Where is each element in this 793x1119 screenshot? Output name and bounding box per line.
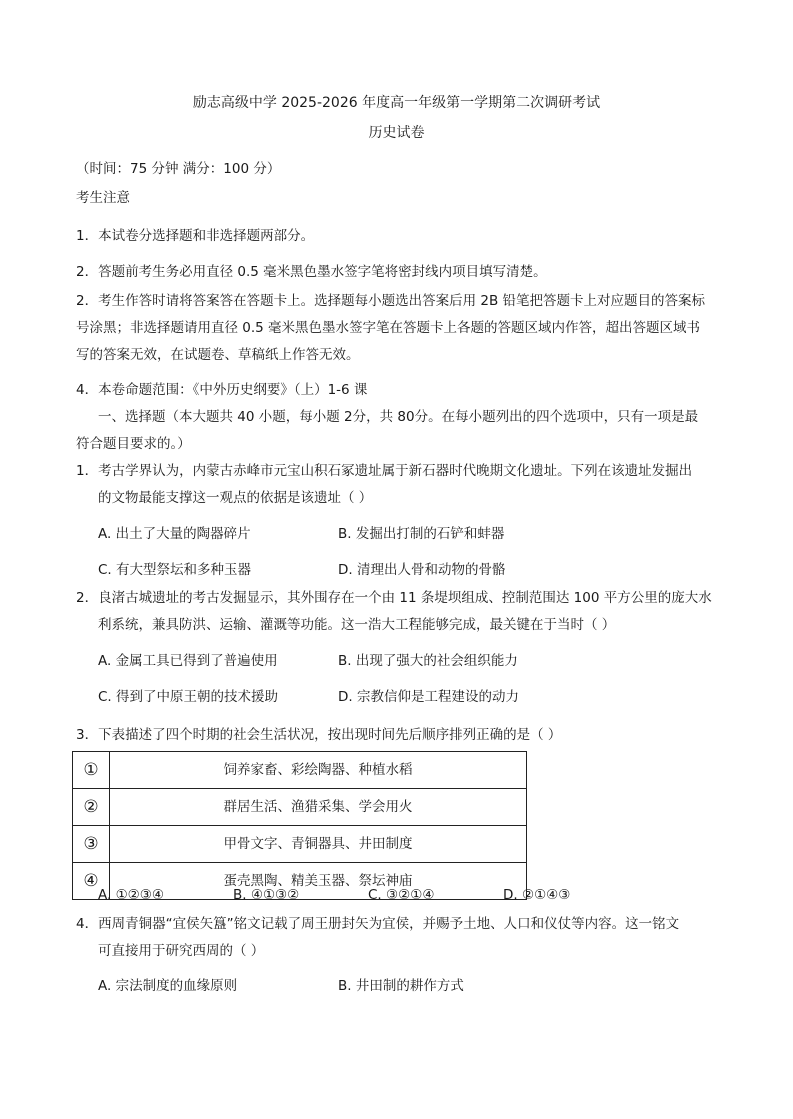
option-b: B. 出现了强大的社会组织能力 bbox=[338, 653, 518, 669]
option-a: A. 出土了大量的陶器碎片 bbox=[98, 526, 251, 542]
option-c: C. 得到了中原王朝的技术援助 bbox=[98, 689, 279, 705]
option-d: D. 清理出人骨和动物的骨骼 bbox=[338, 562, 506, 578]
table-row bbox=[73, 752, 527, 789]
question-stem: 1．考古学界认为，内蒙古赤峰市元宝山积石冢遗址属于新石器时代晚期文化遗址。下列在该遗址发掘出 bbox=[76, 463, 693, 479]
question-stem-continued: 的文物最能支撑这一观点的依据是该遗址（ ） bbox=[98, 490, 373, 506]
table-cell-number: ③ bbox=[73, 826, 110, 863]
notice-item-continued: 号涂黑；非选择题请用直径 0.5 毫米黑色墨水签字笔在答题卡上各题的答题区域内作答，超出答题区域书 bbox=[76, 320, 701, 336]
exam-subject: 历史试卷 bbox=[368, 125, 425, 141]
option-d: D. 宗教信仰是工程建设的动力 bbox=[338, 689, 519, 705]
question-stem: 4．西周青铜器“宜侯矢簋”铭文记载了周王册封矢为宜侯，并赐予土地、人口和仪仗等内容。这一铭文 bbox=[76, 916, 680, 932]
option-a: A. ①②③④ bbox=[98, 887, 164, 903]
option-a: A. 宗法制度的血缘原则 bbox=[98, 978, 238, 994]
option-d: D. ②①④③ bbox=[503, 887, 571, 903]
option-b: B. 井田制的耕作方式 bbox=[338, 978, 464, 994]
table-row bbox=[73, 826, 527, 863]
option-b: B. 发掘出打制的石铲和蚌器 bbox=[338, 526, 505, 542]
exam-time-info: （时间：75 分钟 满分：100 分） bbox=[76, 161, 281, 177]
question-stem: 2．良渚古城遗址的考古发掘显示，其外围存在一个由 11 条堤坝组成、控制范围达 100 平方公里的庞大水 bbox=[76, 590, 712, 606]
question-stem-continued: 可直接用于研究西周的（ ） bbox=[98, 943, 265, 959]
notice-heading: 考生注意 bbox=[76, 190, 130, 206]
section-heading: 一、选择题（本大题共 40 小题，每小题 2分，共 80分。在每小题列出的四个选项中，只有一项是最 bbox=[98, 409, 699, 425]
notice-item: 1．本试卷分选择题和非选择题两部分。 bbox=[76, 228, 315, 244]
table-cell-text: 群居生活、渔猎采集、学会用火 bbox=[110, 789, 527, 826]
sequence-table bbox=[72, 751, 527, 900]
option-c: C. 有大型祭坛和多种玉器 bbox=[98, 562, 252, 578]
table-cell-number: ② bbox=[73, 789, 110, 826]
table-cell-number: ① bbox=[73, 752, 110, 789]
option-a: A. 金属工具已得到了普遍使用 bbox=[98, 653, 278, 669]
table-row bbox=[73, 789, 527, 826]
question-stem-continued: 利系统，兼具防洪、运输、灌溉等功能。这一浩大工程能够完成，最关键在于当时（ ） bbox=[98, 617, 616, 633]
question-stem: 3．下表描述了四个时期的社会生活状况，按出现时间先后顺序排列正确的是（ ） bbox=[76, 727, 562, 743]
notice-item: 2．考生作答时请将答案答在答题卡上。选择题每小题选出答案后用 2B 铅笔把答题卡上对应题目的答案标 bbox=[76, 293, 706, 309]
notice-item: 2．答题前考生务必用直径 0.5 毫米黑色墨水签字笔将密封线内项目填写清楚。 bbox=[76, 264, 547, 280]
option-b: B. ④①③② bbox=[233, 887, 300, 903]
section-heading-continued: 符合题目要求的。） bbox=[76, 436, 191, 452]
notice-item: 4．本卷命题范围：《中外历史纲要》（上）1-6 课 bbox=[76, 382, 368, 398]
notice-item-continued: 写的答案无效，在试题卷、草稿纸上作答无效。 bbox=[76, 347, 360, 363]
table-cell-number: ④ bbox=[73, 863, 110, 900]
table-cell-text: 蛋壳黑陶、精美玉器、祭坛神庙 bbox=[110, 863, 527, 900]
table-cell-text: 甲骨文字、青铜器具、井田制度 bbox=[110, 826, 527, 863]
exam-title: 励志高级中学 2025-2026 年度高一年级第一学期第二次调研考试 bbox=[192, 95, 601, 111]
table-cell-text: 饲养家畜、彩绘陶器、种植水稻 bbox=[110, 752, 527, 789]
option-c: C. ③②①④ bbox=[368, 887, 435, 903]
